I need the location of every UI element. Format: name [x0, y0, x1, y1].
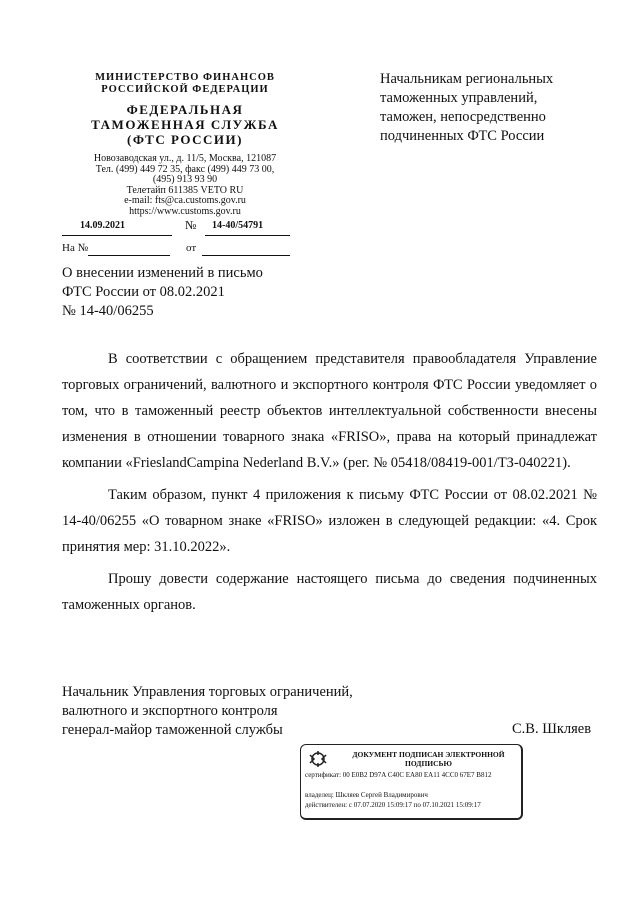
letter-number: 14-40/54791 [212, 220, 264, 231]
signatory-name: С.В. Шкляев [512, 721, 592, 737]
position-line: генерал-майор таможенной службы [62, 722, 283, 738]
emblem-icon [307, 749, 329, 769]
teletype-line: Телетайп 611385 VETO RU [126, 184, 244, 196]
service-line: (ФТС РОССИИ) [127, 132, 243, 147]
addressee-line: таможенных управлений, [380, 90, 538, 106]
e-signature-stamp [300, 744, 523, 820]
stamp-certificate: сертификат: 00 E0B2 D97A C40C EA80 EA11 4CC0 67E7 B812 [305, 771, 492, 779]
service-line: ФЕДЕРАЛЬНАЯ [126, 102, 244, 117]
letterhead [60, 72, 310, 217]
addressee-line: подчиненных ФТС России [380, 128, 545, 144]
address-line: Новозаводская ул., д. 11/5, Москва, 121087 [93, 153, 277, 164]
ref-label: На № [62, 242, 89, 254]
subject-line: ФТС России от 08.02.2021 [62, 284, 225, 300]
stamp-owner: владелец: Шкляев Сергей Владимирович [305, 791, 428, 799]
stamp-title: ДОКУМЕНТ ПОДПИСАН ЭЛЕКТРОННОЙ ПОДПИСЬЮ [352, 750, 505, 768]
position-line: валютного и экспортного контроля [62, 703, 278, 719]
paragraph: В соответствии с обращением представителя правообладателя Управление торговых ограничений, валютного и экспортного контроля ФТС России уведомляет о том, что в таможенный реестр объектов интеллектуальной собственности внесены изменения в отношении товарного знака «FRISO», права на который принадлежат компании «FrieslandCampina Nederland B.V.» (рег. № 05418/08419-001/ТЗ-040221). [62, 351, 597, 471]
subject-line: О внесении изменений в письмо [62, 265, 263, 281]
ministry-line: РОССИЙСКОЙ ФЕДЕРАЦИИ [101, 84, 269, 95]
from-label: от [186, 242, 197, 254]
subject [62, 264, 263, 321]
addressee-line: таможен, непосредственно [380, 109, 546, 125]
addressee [380, 70, 553, 146]
paragraph: Таким образом, пункт 4 приложения к письму ФТС России от 08.02.2021 № 14-40/06255 «О товарном знаке «FRISO» изложен в следующей редакции: «4. Срок принятия мер: 31.10.2022». [62, 487, 597, 555]
signatory-position [62, 683, 353, 740]
number-sign: № [185, 218, 197, 232]
phone-line: (495) 913 93 90 [152, 174, 218, 185]
subject-line: № 14-40/06255 [62, 303, 154, 319]
ministry-line: МИНИСТЕРСТВО ФИНАНСОВ [95, 72, 275, 83]
email-line: e-mail: fts@ca.customs.gov.ru [124, 195, 246, 206]
website-line: https://www.customs.gov.ru [129, 205, 241, 217]
letter-date: 14.09.2021 [80, 220, 125, 231]
stamp-validity: действителен: с 07.07.2020 15:09:17 по 07.10.2021 15:09:17 [305, 801, 481, 809]
position-line: Начальник Управления торговых ограничений, [62, 684, 353, 700]
phone-line: Тел. (499) 449 72 35, факс (499) 449 73 00, [95, 163, 275, 175]
addressee-line: Начальникам региональных [380, 71, 554, 87]
paragraph: Прошу довести содержание настоящего письма до сведения подчиненных таможенных органов. [62, 571, 597, 613]
letter-body [62, 346, 597, 624]
service-line: ТАМОЖЕННАЯ СЛУЖБА [91, 117, 279, 132]
